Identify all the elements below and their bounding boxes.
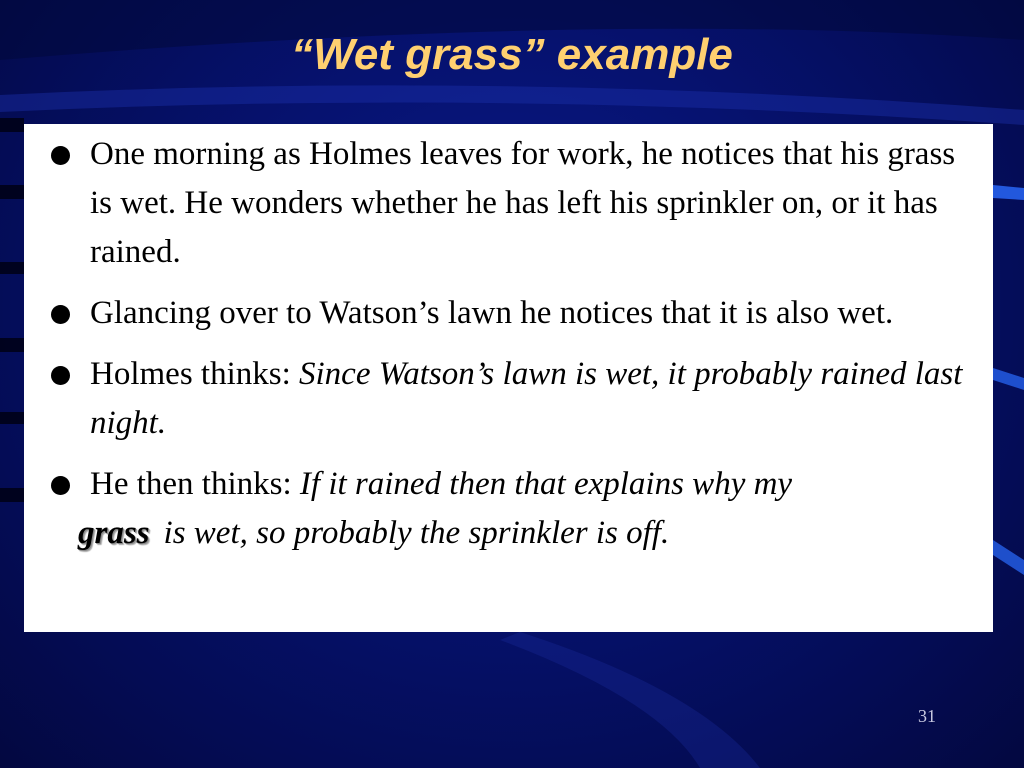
emphasized-word: grass xyxy=(78,515,150,551)
bullet-italic-text: If it rained then that explains why my xyxy=(299,466,793,502)
bullet-italic-text: Since Watson’s lawn is wet, it probably rained last night. xyxy=(90,356,963,441)
bullet-dot-icon xyxy=(51,146,70,165)
content-box xyxy=(24,124,993,632)
bullet-text: Glancing over to Watson’s lawn he notices that it is also wet. xyxy=(90,295,894,331)
bullet-dot-icon xyxy=(51,366,70,385)
bullet-italic-tail-text: is wet, so probably the sprinkler is off. xyxy=(163,515,670,551)
bullet-item xyxy=(24,289,993,338)
bullet-lead-text: He then thinks: xyxy=(90,466,300,502)
bullet-lead-text: Holmes thinks: xyxy=(90,356,300,392)
bullet-item xyxy=(24,350,993,448)
bullet-dot-icon xyxy=(51,476,70,495)
bullet-list xyxy=(24,130,993,570)
bullet-item xyxy=(24,130,993,277)
slide-title: “Wet grass” example xyxy=(291,30,733,79)
bullet-text: One morning as Holmes leaves for work, he notices that his grass is wet. He wonders whether he has left his sprinkler on, or it has rained. xyxy=(90,136,956,270)
bullet-item xyxy=(24,460,993,558)
bullet-dot-icon xyxy=(51,305,70,324)
slide-number: 31 xyxy=(918,706,936,726)
